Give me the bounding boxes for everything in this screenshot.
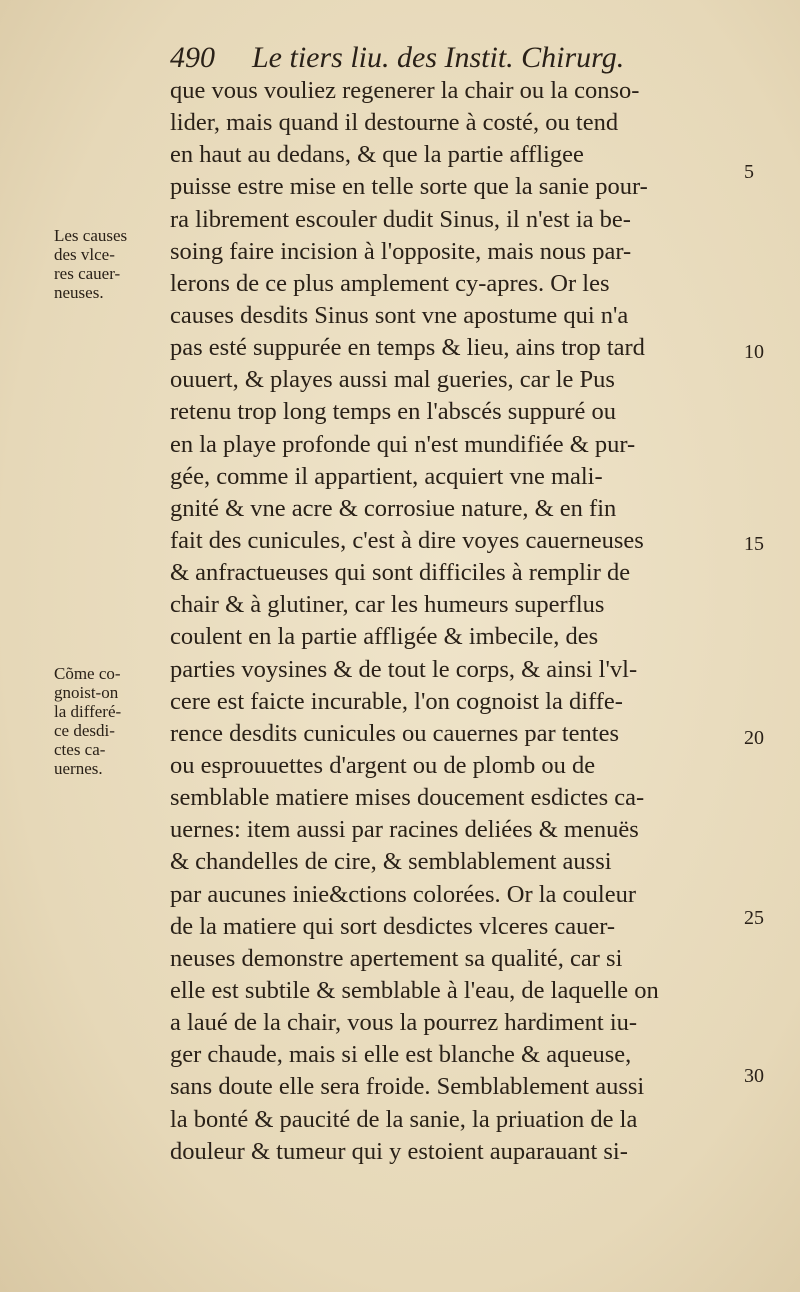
text-line: gnité & vne acre & corrosiue nature, & en fin <box>170 494 617 522</box>
margin-note-difference <box>54 664 166 778</box>
line-number: 25 <box>744 907 764 929</box>
line-number: 30 <box>744 1065 764 1087</box>
margin-note-line: ctes ca- <box>54 740 106 759</box>
text-line: parties voysines & de tout le corps, & ainsi l'vl- <box>170 655 638 683</box>
text-line: coulent en la partie affligée & imbecile, des <box>170 623 599 651</box>
running-title: Le tiers liu. des Instit. Chirurg. <box>252 41 625 74</box>
text-line: a laué de la chair, vous la pourrez hardiment iu- <box>170 1009 638 1037</box>
margin-note-line: neuses. <box>54 283 104 302</box>
running-header <box>170 38 730 78</box>
page-number: 490 <box>170 41 215 74</box>
text-line: neuses demonstre apertement sa qualité, car si <box>170 944 623 972</box>
text-line: la bonté & paucité de la sanie, la priuation de la <box>170 1105 638 1133</box>
text-line: cere est faicte incurable, l'on cognoist la diffe- <box>170 687 623 715</box>
text-line: pas esté suppurée en temps & lieu, ains trop tard <box>170 334 645 362</box>
margin-note-line: uernes. <box>54 759 103 778</box>
text-line: gée, comme il appartient, acquiert vne mali- <box>170 462 603 490</box>
line-number: 15 <box>744 533 764 555</box>
text-line: rence desdits cunicules ou cauernes par tentes <box>170 719 619 747</box>
text-line: causes desdits Sinus sont vne apostume qui n'a <box>170 301 629 329</box>
text-line: soing faire incision à l'opposite, mais nous par- <box>170 237 632 265</box>
text-line: semblable matiere mises doucement esdictes ca- <box>170 784 645 812</box>
margin-note-line: des vlce- <box>54 245 115 264</box>
text-line: elle est subtile & semblable à l'eau, de laquelle on <box>170 976 659 1004</box>
text-line: par aucunes inie&ctions colorées. Or la couleur <box>170 880 637 908</box>
text-line: & chandelles de cire, & semblablement aussi <box>170 848 612 876</box>
line-number: 20 <box>744 727 764 749</box>
text-line: en la playe profonde qui n'est mundifiée & pur- <box>170 430 636 458</box>
line-number: 10 <box>744 341 764 363</box>
text-line: en haut au dedans, & que la partie affligee <box>170 141 584 169</box>
text-line: retenu trop long temps en l'abscés suppuré ou <box>170 398 616 426</box>
text-line: ou esprouuettes d'argent ou de plomb ou de <box>170 751 596 779</box>
margin-note-line: res cauer- <box>54 264 121 283</box>
margin-note-line: ce desdi- <box>54 721 115 740</box>
margin-note-line: gnoist-on <box>54 683 119 702</box>
text-line: ra librement escouler dudit Sinus, il n'est ia be- <box>170 205 631 233</box>
text-line: douleur & tumeur qui y estoient auparauant si- <box>170 1137 628 1165</box>
text-line: lerons de ce plus amplement cy-apres. Or les <box>170 269 610 297</box>
margin-note-line: la differé- <box>54 702 122 721</box>
text-line: de la matiere qui sort desdictes vlceres cauer- <box>170 912 616 940</box>
margin-note-line: Les causes <box>54 226 128 245</box>
text-line: que vous vouliez regenerer la chair ou la conso- <box>170 77 640 104</box>
text-line: ouuert, & playes aussi mal gueries, car le Pus <box>170 366 615 394</box>
text-line: chair & à glutiner, car les humeurs superflus <box>170 591 605 619</box>
text-line: sans doute elle sera froide. Semblablement aussi <box>170 1073 645 1101</box>
main-text-block <box>170 75 740 1168</box>
text-line: lider, mais quand il destourne à costé, ou tend <box>170 109 619 137</box>
text-line: ger chaude, mais si elle est blanche & aqueuse, <box>170 1041 632 1069</box>
line-number: 5 <box>744 161 754 183</box>
margin-note-causes <box>54 226 166 302</box>
text-line: uernes: item aussi par racines deliées & menuës <box>170 816 639 844</box>
margin-note-line: Cõme co- <box>54 664 121 683</box>
text-line: puisse estre mise en telle sorte que la sanie pour- <box>170 173 648 201</box>
text-line: & anfractueuses qui sont difficiles à remplir de <box>170 559 631 587</box>
text-line: fait des cunicules, c'est à dire voyes cauerneuses <box>170 526 644 554</box>
